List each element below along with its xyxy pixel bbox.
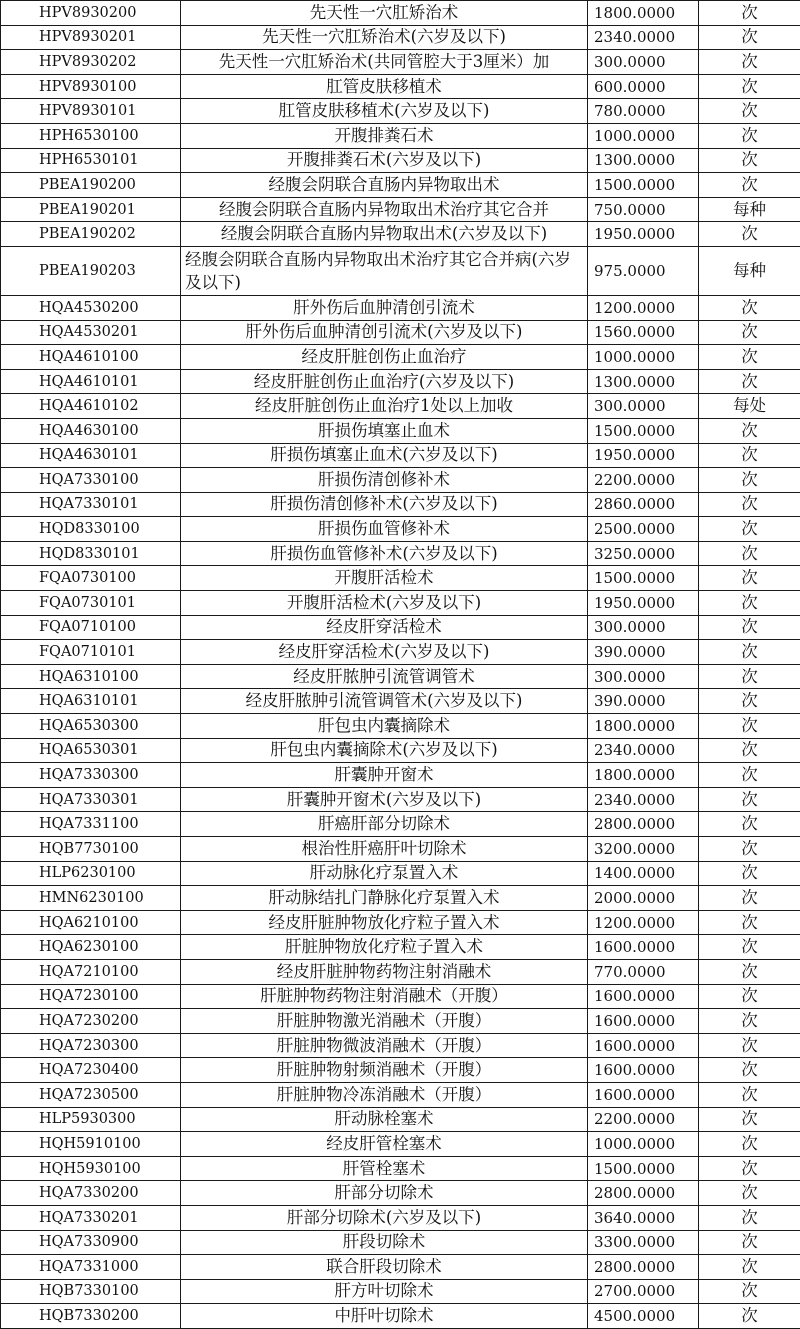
item-code-cell: HQA4530200 [1, 295, 181, 320]
table-row [1, 394, 800, 419]
table-row [1, 566, 800, 591]
item-unit-cell: 次 [699, 640, 800, 665]
item-name-cell: 肝脏肿物冷冻消融术（开腹） [181, 1082, 588, 1107]
item-code-cell: HMN6230100 [1, 886, 181, 911]
item-unit-cell: 次 [699, 738, 800, 763]
item-unit-cell: 次 [699, 222, 800, 247]
table-row [1, 591, 800, 616]
item-code-cell: HQA4530201 [1, 320, 181, 345]
item-unit-cell: 次 [699, 345, 800, 370]
item-unit-cell: 次 [699, 123, 800, 148]
item-code-cell: HQA7331000 [1, 1255, 181, 1280]
item-price-cell: 1000.0000 [588, 1132, 699, 1157]
item-price-cell: 1950.0000 [588, 591, 699, 616]
table-row [1, 1205, 800, 1230]
item-price-cell: 1800.0000 [588, 714, 699, 739]
item-code-cell: HQA7230200 [1, 1009, 181, 1034]
item-unit-cell: 次 [699, 1058, 800, 1083]
item-price-cell: 2800.0000 [588, 1181, 699, 1206]
table-row [1, 1255, 800, 1280]
item-name-cell: 经皮肝脏肿物放化疗粒子置入术 [181, 910, 588, 935]
item-price-cell: 3300.0000 [588, 1230, 699, 1255]
item-price-cell: 2700.0000 [588, 1279, 699, 1304]
item-name-cell: 肝段切除术 [181, 1230, 588, 1255]
item-name-cell: 肝外伤后血肿清创引流术(六岁及以下) [181, 320, 588, 345]
item-price-cell: 390.0000 [588, 689, 699, 714]
item-name-cell: 肝方叶切除术 [181, 1279, 588, 1304]
item-code-cell: HQH5930100 [1, 1156, 181, 1181]
item-unit-cell: 次 [699, 615, 800, 640]
table-row [1, 787, 800, 812]
item-code-cell: HQA4610102 [1, 394, 181, 419]
table-row [1, 148, 800, 173]
item-price-cell: 300.0000 [588, 50, 699, 75]
item-name-cell: 经腹会阴联合直肠内异物取出术治疗其它合并病(六岁及以下) [181, 246, 588, 295]
table-row [1, 369, 800, 394]
table-row [1, 345, 800, 370]
table-row [1, 1, 800, 26]
item-code-cell: HQA7210100 [1, 959, 181, 984]
table-row [1, 1304, 800, 1329]
item-name-cell: 经腹会阴联合直肠内异物取出术治疗其它合并 [181, 197, 588, 222]
item-unit-cell: 次 [699, 1082, 800, 1107]
item-code-cell: PBEA190202 [1, 222, 181, 247]
item-price-cell: 1500.0000 [588, 418, 699, 443]
item-price-cell: 1560.0000 [588, 320, 699, 345]
item-price-cell: 1500.0000 [588, 173, 699, 198]
item-name-cell: 经皮肝脓肿引流管调管术(六岁及以下) [181, 689, 588, 714]
item-price-cell: 2800.0000 [588, 1255, 699, 1280]
item-price-cell: 4500.0000 [588, 1304, 699, 1329]
item-unit-cell: 次 [699, 837, 800, 862]
fee-table-body [1, 1, 800, 1329]
item-unit-cell: 次 [699, 935, 800, 960]
table-row [1, 123, 800, 148]
item-unit-cell: 次 [699, 517, 800, 542]
table-row [1, 615, 800, 640]
item-unit-cell: 次 [699, 664, 800, 689]
item-unit-cell: 次 [699, 443, 800, 468]
table-row [1, 197, 800, 222]
table-row [1, 320, 800, 345]
table-row [1, 837, 800, 862]
item-name-cell: 肝脏肿物放化疗粒子置入术 [181, 935, 588, 960]
item-code-cell: HLP5930300 [1, 1107, 181, 1132]
item-name-cell: 肝部分切除术 [181, 1181, 588, 1206]
item-unit-cell: 次 [699, 714, 800, 739]
item-price-cell: 1500.0000 [588, 1156, 699, 1181]
item-unit-cell: 次 [699, 1279, 800, 1304]
item-name-cell: 肝囊肿开窗术 [181, 763, 588, 788]
item-price-cell: 1600.0000 [588, 1082, 699, 1107]
item-price-cell: 3250.0000 [588, 541, 699, 566]
table-row [1, 541, 800, 566]
item-code-cell: HQA7330101 [1, 492, 181, 517]
item-code-cell: HQA7330100 [1, 468, 181, 493]
item-code-cell: HQA7230500 [1, 1082, 181, 1107]
table-row [1, 1181, 800, 1206]
table-row [1, 1009, 800, 1034]
table-row [1, 1107, 800, 1132]
table-row [1, 246, 800, 295]
item-price-cell: 2340.0000 [588, 25, 699, 50]
table-row [1, 492, 800, 517]
table-row [1, 984, 800, 1009]
item-price-cell: 1200.0000 [588, 910, 699, 935]
item-code-cell: FQA0710100 [1, 615, 181, 640]
item-name-cell: 经腹会阴联合直肠内异物取出术(六岁及以下) [181, 222, 588, 247]
item-name-cell: 中肝叶切除术 [181, 1304, 588, 1329]
item-price-cell: 300.0000 [588, 664, 699, 689]
item-price-cell: 770.0000 [588, 959, 699, 984]
item-price-cell: 1950.0000 [588, 443, 699, 468]
item-name-cell: 开腹排粪石术 [181, 123, 588, 148]
item-name-cell: 肛管皮肤移植术(六岁及以下) [181, 99, 588, 124]
item-price-cell: 2860.0000 [588, 492, 699, 517]
item-name-cell: 先天性一穴肛矫治术(共同管腔大于3厘米）加 [181, 50, 588, 75]
item-name-cell: 肝损伤清创修补术(六岁及以下) [181, 492, 588, 517]
item-name-cell: 肝包虫内囊摘除术 [181, 714, 588, 739]
table-row [1, 295, 800, 320]
item-price-cell: 780.0000 [588, 99, 699, 124]
item-name-cell: 肝包虫内囊摘除术(六岁及以下) [181, 738, 588, 763]
item-unit-cell: 次 [699, 787, 800, 812]
table-row [1, 812, 800, 837]
item-code-cell: HPV8930202 [1, 50, 181, 75]
item-code-cell: HPV8930101 [1, 99, 181, 124]
item-price-cell: 300.0000 [588, 615, 699, 640]
item-price-cell: 1600.0000 [588, 1033, 699, 1058]
item-price-cell: 390.0000 [588, 640, 699, 665]
item-name-cell: 经皮肝脏创伤止血治疗(六岁及以下) [181, 369, 588, 394]
item-name-cell: 经皮肝脏创伤止血治疗 [181, 345, 588, 370]
item-unit-cell: 次 [699, 984, 800, 1009]
table-row [1, 1132, 800, 1157]
item-name-cell: 经皮肝脏肿物药物注射消融术 [181, 959, 588, 984]
item-name-cell: 先天性一穴肛矫治术(六岁及以下) [181, 25, 588, 50]
item-code-cell: HQA7330900 [1, 1230, 181, 1255]
table-row [1, 1058, 800, 1083]
item-price-cell: 3200.0000 [588, 837, 699, 862]
item-unit-cell: 次 [699, 689, 800, 714]
table-row [1, 1279, 800, 1304]
item-price-cell: 750.0000 [588, 197, 699, 222]
item-price-cell: 1500.0000 [588, 566, 699, 591]
item-code-cell: HQA7330201 [1, 1205, 181, 1230]
item-name-cell: 经皮肝脏创伤止血治疗1处以上加收 [181, 394, 588, 419]
item-code-cell: HQA4630100 [1, 418, 181, 443]
item-price-cell: 1800.0000 [588, 1, 699, 26]
item-price-cell: 2340.0000 [588, 738, 699, 763]
item-code-cell: FQA0730100 [1, 566, 181, 591]
item-unit-cell: 每处 [699, 394, 800, 419]
item-unit-cell: 次 [699, 320, 800, 345]
item-name-cell: 根治性肝癌肝叶切除术 [181, 837, 588, 862]
item-unit-cell: 次 [699, 1, 800, 26]
item-name-cell: 经皮肝穿活检术(六岁及以下) [181, 640, 588, 665]
table-row [1, 959, 800, 984]
table-row [1, 99, 800, 124]
item-name-cell: 肝损伤血管修补术(六岁及以下) [181, 541, 588, 566]
table-row [1, 1082, 800, 1107]
item-code-cell: HQA4630101 [1, 443, 181, 468]
item-code-cell: HQA7230300 [1, 1033, 181, 1058]
item-unit-cell: 次 [699, 1304, 800, 1329]
table-row [1, 1156, 800, 1181]
item-unit-cell: 次 [699, 566, 800, 591]
table-row [1, 173, 800, 198]
item-price-cell: 1300.0000 [588, 148, 699, 173]
item-price-cell: 2200.0000 [588, 1107, 699, 1132]
item-unit-cell: 次 [699, 910, 800, 935]
item-code-cell: HQA6310101 [1, 689, 181, 714]
table-row [1, 861, 800, 886]
table-row [1, 25, 800, 50]
item-name-cell: 开腹肝活检术(六岁及以下) [181, 591, 588, 616]
table-row [1, 714, 800, 739]
item-code-cell: HQA6530301 [1, 738, 181, 763]
item-unit-cell: 次 [699, 1132, 800, 1157]
item-name-cell: 肝脏肿物激光消融术（开腹） [181, 1009, 588, 1034]
item-price-cell: 1600.0000 [588, 1058, 699, 1083]
item-price-cell: 1000.0000 [588, 345, 699, 370]
item-code-cell: HQA7230100 [1, 984, 181, 1009]
item-unit-cell: 每种 [699, 197, 800, 222]
item-unit-cell: 次 [699, 99, 800, 124]
item-code-cell: PBEA190203 [1, 246, 181, 295]
item-unit-cell: 次 [699, 1107, 800, 1132]
item-code-cell: HQA6210100 [1, 910, 181, 935]
item-unit-cell: 次 [699, 1009, 800, 1034]
item-code-cell: HQH5910100 [1, 1132, 181, 1157]
item-name-cell: 肝损伤血管修补术 [181, 517, 588, 542]
table-row [1, 517, 800, 542]
item-price-cell: 1000.0000 [588, 123, 699, 148]
item-name-cell: 肝部分切除术(六岁及以下) [181, 1205, 588, 1230]
item-unit-cell: 次 [699, 1156, 800, 1181]
table-row [1, 222, 800, 247]
item-name-cell: 肝管栓塞术 [181, 1156, 588, 1181]
item-code-cell: HPV8930200 [1, 1, 181, 26]
item-code-cell: FQA0730101 [1, 591, 181, 616]
table-row [1, 689, 800, 714]
item-code-cell: PBEA190200 [1, 173, 181, 198]
item-unit-cell: 次 [699, 148, 800, 173]
item-code-cell: HQA7330300 [1, 763, 181, 788]
item-name-cell: 先天性一穴肛矫治术 [181, 1, 588, 26]
table-row [1, 50, 800, 75]
item-price-cell: 1600.0000 [588, 984, 699, 1009]
item-price-cell: 2000.0000 [588, 886, 699, 911]
item-name-cell: 肝囊肿开窗术(六岁及以下) [181, 787, 588, 812]
table-row [1, 763, 800, 788]
item-code-cell: HLP6230100 [1, 861, 181, 886]
table-row [1, 935, 800, 960]
item-unit-cell: 次 [699, 591, 800, 616]
table-row [1, 443, 800, 468]
item-price-cell: 1200.0000 [588, 295, 699, 320]
item-name-cell: 肝损伤填塞止血术 [181, 418, 588, 443]
item-name-cell: 肝脏肿物微波消融术（开腹） [181, 1033, 588, 1058]
item-unit-cell: 次 [699, 418, 800, 443]
item-code-cell: HQD8330100 [1, 517, 181, 542]
item-name-cell: 经腹会阴联合直肠内异物取出术 [181, 173, 588, 198]
item-code-cell: FQA0710101 [1, 640, 181, 665]
item-unit-cell: 次 [699, 1230, 800, 1255]
item-unit-cell: 次 [699, 50, 800, 75]
item-name-cell: 经皮肝穿活检术 [181, 615, 588, 640]
item-code-cell: HPH6530100 [1, 123, 181, 148]
item-price-cell: 300.0000 [588, 394, 699, 419]
item-name-cell: 经皮肝脓肿引流管调管术 [181, 664, 588, 689]
item-unit-cell: 次 [699, 1033, 800, 1058]
item-name-cell: 开腹肝活检术 [181, 566, 588, 591]
item-unit-cell: 每种 [699, 246, 800, 295]
table-row [1, 74, 800, 99]
item-code-cell: HQA7330301 [1, 787, 181, 812]
table-row [1, 1033, 800, 1058]
item-name-cell: 肝癌肝部分切除术 [181, 812, 588, 837]
item-price-cell: 975.0000 [588, 246, 699, 295]
item-code-cell: HPV8930201 [1, 25, 181, 50]
item-price-cell: 2340.0000 [588, 787, 699, 812]
item-unit-cell: 次 [699, 886, 800, 911]
item-name-cell: 肝动脉结扎门静脉化疗泵置入术 [181, 886, 588, 911]
item-unit-cell: 次 [699, 1205, 800, 1230]
item-unit-cell: 次 [699, 25, 800, 50]
item-unit-cell: 次 [699, 541, 800, 566]
table-row [1, 468, 800, 493]
item-code-cell: HQA4610101 [1, 369, 181, 394]
item-unit-cell: 次 [699, 763, 800, 788]
item-unit-cell: 次 [699, 468, 800, 493]
item-unit-cell: 次 [699, 812, 800, 837]
item-code-cell: HPV8930100 [1, 74, 181, 99]
item-unit-cell: 次 [699, 173, 800, 198]
item-name-cell: 肝损伤填塞止血术(六岁及以下) [181, 443, 588, 468]
item-code-cell: HQA7230400 [1, 1058, 181, 1083]
item-code-cell: HQD8330101 [1, 541, 181, 566]
item-unit-cell: 次 [699, 1181, 800, 1206]
item-unit-cell: 次 [699, 959, 800, 984]
table-row [1, 910, 800, 935]
item-code-cell: HQB7330200 [1, 1304, 181, 1329]
item-unit-cell: 次 [699, 492, 800, 517]
item-code-cell: HQA6310100 [1, 664, 181, 689]
item-name-cell: 肝脏肿物药物注射消融术（开腹） [181, 984, 588, 1009]
item-price-cell: 2500.0000 [588, 517, 699, 542]
item-unit-cell: 次 [699, 295, 800, 320]
item-code-cell: HQA6230100 [1, 935, 181, 960]
item-name-cell: 肝动脉栓塞术 [181, 1107, 588, 1132]
item-price-cell: 600.0000 [588, 74, 699, 99]
item-name-cell: 肝动脉化疗泵置入术 [181, 861, 588, 886]
table-row [1, 640, 800, 665]
item-name-cell: 开腹排粪石术(六岁及以下) [181, 148, 588, 173]
item-price-cell: 1600.0000 [588, 1009, 699, 1034]
item-price-cell: 1800.0000 [588, 763, 699, 788]
table-row [1, 1230, 800, 1255]
item-code-cell: HQA7330200 [1, 1181, 181, 1206]
item-unit-cell: 次 [699, 1255, 800, 1280]
item-price-cell: 1300.0000 [588, 369, 699, 394]
item-name-cell: 肝脏肿物射频消融术（开腹） [181, 1058, 588, 1083]
item-name-cell: 肛管皮肤移植术 [181, 74, 588, 99]
item-name-cell: 经皮肝管栓塞术 [181, 1132, 588, 1157]
item-code-cell: HPH6530101 [1, 148, 181, 173]
item-code-cell: HQB7330100 [1, 1279, 181, 1304]
item-price-cell: 1400.0000 [588, 861, 699, 886]
item-price-cell: 2200.0000 [588, 468, 699, 493]
item-price-cell: 2800.0000 [588, 812, 699, 837]
item-unit-cell: 次 [699, 369, 800, 394]
table-row [1, 886, 800, 911]
item-price-cell: 1950.0000 [588, 222, 699, 247]
item-unit-cell: 次 [699, 861, 800, 886]
item-price-cell: 3640.0000 [588, 1205, 699, 1230]
table-row [1, 418, 800, 443]
item-code-cell: HQA6530300 [1, 714, 181, 739]
item-price-cell: 1600.0000 [588, 935, 699, 960]
table-row [1, 664, 800, 689]
item-code-cell: HQA4610100 [1, 345, 181, 370]
item-unit-cell: 次 [699, 74, 800, 99]
table-row [1, 738, 800, 763]
item-code-cell: PBEA190201 [1, 197, 181, 222]
item-code-cell: HQA7331100 [1, 812, 181, 837]
item-name-cell: 联合肝段切除术 [181, 1255, 588, 1280]
item-name-cell: 肝外伤后血肿清创引流术 [181, 295, 588, 320]
item-name-cell: 肝损伤清创修补术 [181, 468, 588, 493]
item-code-cell: HQB7730100 [1, 837, 181, 862]
